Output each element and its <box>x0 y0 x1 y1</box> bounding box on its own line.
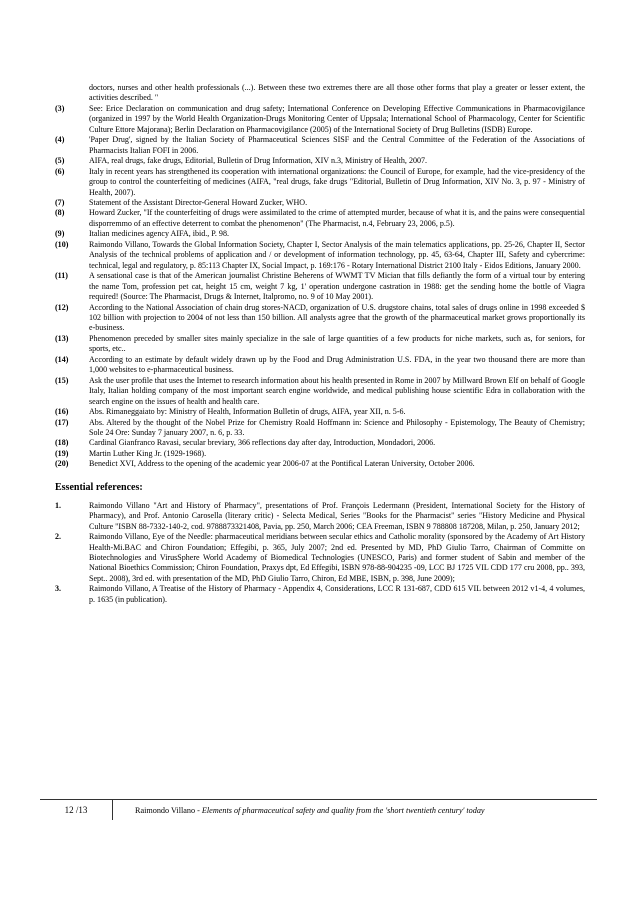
endnote-number: (19) <box>55 448 69 458</box>
endnote-text: Cardinal Gianfranco Ravasi, secular breviary, 366 reflections day after day, Introduction, Mondadori, 2006. <box>89 438 436 448</box>
endnote-number: (18) <box>55 438 69 448</box>
endnote <box>55 438 585 448</box>
endnote <box>55 271 585 302</box>
footer-author: Raimondo Villano - <box>135 805 202 815</box>
endnote-text: Howard Zucker, "If the counterfeiting of drugs were assimilated to the crime of attempted murder, because of what it is, and the pains were consequential disporremmo of an effective deterrent to combat the phenomenon" (The Pharmacist, n.4, February 23, 2006, p.5). <box>89 208 585 228</box>
endnote-text: See: Erice Declaration on communication and drug safety; International Conference on Developing Effective Communications in Pharmacovigilance (organized in 1997 by the World Health Organization-Drugs Monitoring Center of Uppsala; International School of Pharmacology, Center for Scientific Culture Ettore Majorana); Berlin Declaration on Pharmacovigilance (2005) of the International Society of Drug Bulletins (ISDB) Europe. <box>89 103 585 134</box>
endnote-number: (9) <box>55 229 65 239</box>
endnotes-list <box>55 104 585 470</box>
footer-title: Elements of pharmaceutical safety and quality from the 'short twentieth century' today <box>201 805 485 815</box>
endnote-text: Phenomenon preceded by smaller sites mainly specialize in the sale of large quantities of a few products for niche markets, such as, for seniors, for sports, etc.. <box>89 333 585 354</box>
endnote-text: Italian medicines agency AIFA, ibid., P. 98. <box>89 229 229 239</box>
references-list <box>55 501 585 606</box>
endnote <box>55 303 585 334</box>
endnote-text: AIFA, real drugs, fake drugs, Editorial, Bulletin of Drug Information, XIV n.3, Ministry of Health, 2007. <box>89 156 428 166</box>
endnote <box>55 459 585 469</box>
endnote-text: Statement of the Assistant Director-General Howard Zucker, WHO. <box>89 197 308 207</box>
endnote <box>55 376 585 407</box>
endnote-text: According to the National Association of chain drug stores-NACD, organization of U.S. drugstore chains, total sales of drugs online in 1998 exceeded $ 102 billion with projection to 2004 of not less than 150 billion. All analysts agree that the growth of the pharmaceutical market grows proportionally its e-business. <box>89 302 585 333</box>
reference-text: Raimondo Villano "Art and History of Pharmacy", presentations of Prof. François Ledermann (President, International Society for the History of Pharmacy), and Prof. Antonio Carosella (literary critic) - Selecta Medical, Series "Books for the Pharmacist" series "History Medicine and Physical Culture "ISBN 88-7332-140-2, cod. 9788873321408, Pavia, pp. 250, March 2006; CEA Freeman, ISBN 9 788808 187208, Milan, p. 250, January 2012; <box>89 500 585 531</box>
endnote-number: (6) <box>55 166 65 176</box>
reference-number: 2. <box>55 532 62 542</box>
endnote-number: (10) <box>55 239 69 249</box>
endnote-text: Abs. Rimaneggaiato by: Ministry of Health, Information Bulletin of drugs, AIFA, year XII, n. 5-6. <box>89 407 406 417</box>
endnote-number: (17) <box>55 417 69 427</box>
reference <box>55 501 585 532</box>
endnote-text: Abs. Altered by the thought of the Nobel Prize for Chemistry Roald Hoffmann in: Science and Philosophy - Epistemology, The Beauty of Chemistry; Sole 24 Ore: Sunday 7 january 2007, n. 6, p. 33. <box>89 417 585 437</box>
endnote-number: (13) <box>55 333 69 343</box>
endnote-number: (8) <box>55 208 65 218</box>
endnote-number: (7) <box>55 197 65 207</box>
endnote-text: A sensational case is that of the American journalist Christine Beherens of WWMT TV Mician that fills defiantly the form of a virtual tour by entering the name Tom, profession pet cat, height 15 cm, weight 7 kg, 1' operation undergone castration in 1988: get the sending home the bottle of Viagra required! (Source: The Pharmacist, Drugs & Internet, Italpromo, no. 9 of 10 May 2001). <box>89 271 585 302</box>
endnote-number: (12) <box>55 302 69 312</box>
endnote-text: According to an estimate by default widely drawn up by the Food and Drug Administration U.S. FDA, in the year two thousand there are more than 1,000 websites to e-pharmaceutical business. <box>89 354 585 375</box>
reference-text: Raimondo Villano, Eye of the Needle: pharmaceutical meridians between secular ethics and Catholic morality (sponsored by the Academy of Art History Health-Mi.BAC and Chiron Foundation; Effegibi, p. 365, July 2007; 2nd ed. Presented by MD, PhD Giulio Tarro, Chairman of Committe on Biotechnologies and VirusSphere World Academy of Biomedical Technologies (UNESCO, Paris) and former student of Sabin and member of the National Bioethics Commission; Chiron Foundation, Praxys dpt, Ed Effegibi, ISBN 978-88-904235 -09, LCC BJ 1725 VIL CDD 177 cru 2008, pp.. 393, Sept.. 2008), 3rd ed. with presentation of the MD, PhD Giulio Tarro, Chiron, Ed MBE, ISBN, p. 398, June 2009); <box>89 532 585 583</box>
lead-paragraph: doctors, nurses and other health professionals (...). Between these two extremes there are all those other forms that play a greater or lesser extent, the activities described. " <box>89 83 585 103</box>
reference <box>55 584 585 605</box>
endnote <box>55 198 585 208</box>
endnote <box>55 156 585 166</box>
reference-text: Raimondo Villano, A Treatise of the History of Pharmacy - Appendix 4, Considerations, LCC R 131-687, CDD 615 VIL between 2012 v1-4, 4 volumes, p. 1635 (in publication). <box>89 584 585 604</box>
page-number: 12 /13 <box>40 800 113 820</box>
reference <box>55 532 585 584</box>
endnote-number: (16) <box>55 407 69 417</box>
endnote <box>55 334 585 355</box>
endnote <box>55 104 585 135</box>
endnote <box>55 208 585 229</box>
endnote-text: Italy in recent years has strengthened its cooperation with international organizations: the Council of Europe, for example, had the vice-presidency of the group to control the counterfeiting of medicines (AIFA, "real drugs, fake drugs "Editorial, Bulletin of Drug Information, XIV No. 3, p. 97 - Ministry of Health, 2007). <box>89 166 585 197</box>
endnote-text: Martin Luther King Jr. (1929-1968). <box>89 448 207 458</box>
page-content <box>55 83 585 605</box>
endnote-number: (3) <box>55 103 65 113</box>
endnote-text: Ask the user profile that uses the Internet to research information about his health presented in Rome in 2007 by Millward Brown Elf on behalf of Google Italy, Italian holding company of the most important search engine worldwide, and medical publishing house scientific Edra in collaboration with the search engine on the issues of health and health care. <box>89 375 585 406</box>
page-footer <box>40 799 597 820</box>
endnote-number: (14) <box>55 354 69 364</box>
footer-text <box>113 806 485 815</box>
endnote <box>55 167 585 198</box>
endnote <box>55 135 585 156</box>
endnote-number: (4) <box>55 135 65 145</box>
endnote <box>55 229 585 239</box>
endnote <box>55 240 585 271</box>
endnote <box>55 449 585 459</box>
endnote <box>55 407 585 417</box>
endnote-text: Benedict XVI, Address to the opening of the academic year 2006-07 at the Pontifical Lateran University, October 2006. <box>89 459 475 469</box>
reference-number: 1. <box>55 500 62 510</box>
references-heading: Essential references: <box>55 481 143 493</box>
reference-number: 3. <box>55 584 62 594</box>
endnote-number: (20) <box>55 459 69 469</box>
endnote-text: 'Paper Drug', signed by the Italian Society of Pharmaceutical Sciences SISF and the Central Committee of the Federation of the Associations of Pharmacists Italian FOFI in 2006. <box>89 135 585 155</box>
endnote-number: (11) <box>55 271 68 281</box>
endnote <box>55 418 585 439</box>
endnote-number: (15) <box>55 375 69 385</box>
endnote <box>55 355 585 376</box>
endnote-text: Raimondo Villano, Towards the Global Information Society, Chapter I, Sector Analysis of the main telematics applications, pp. 25-26, Chapter II, Sector Analysis of the technical problems of application and / or development of information technology, pp. 45, 63-64, Chapter III, Safety and cybercrime: technical, legal and regulatory, p. 85:113 Chapter IX, Social Impact, p. 169:176 - Rotary International District 2100 Italy - Eidos Editions, January 2000. <box>89 239 585 270</box>
endnote-number: (5) <box>55 156 65 166</box>
